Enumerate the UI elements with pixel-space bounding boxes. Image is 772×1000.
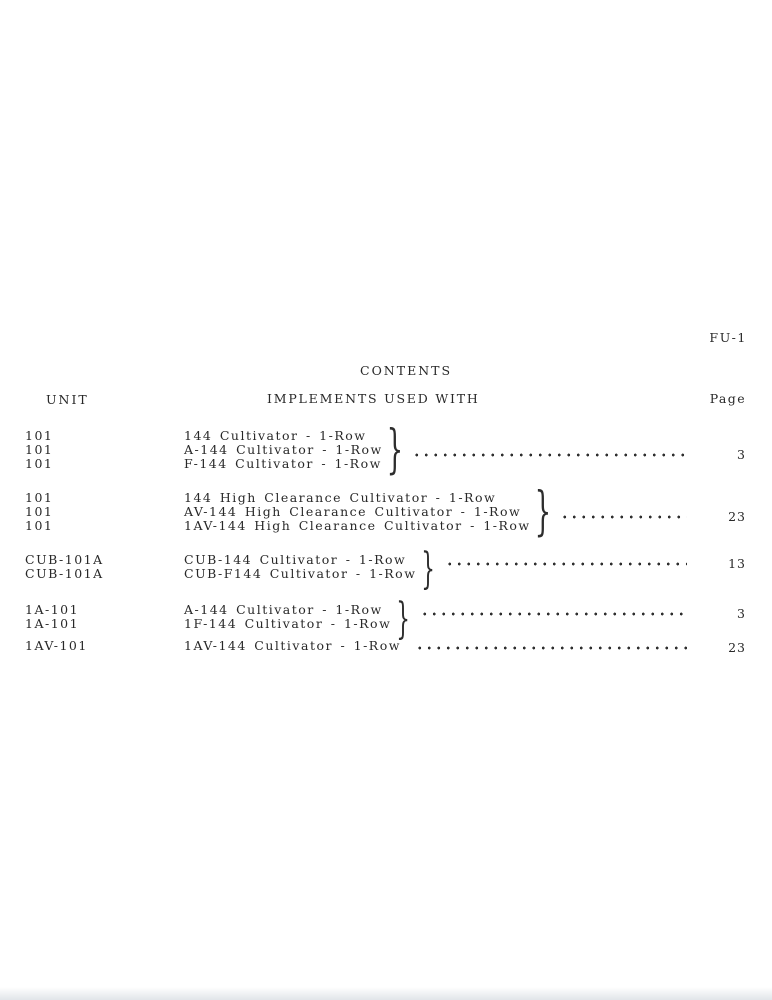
contents-group [25,544,746,594]
column-header-page: Page [709,391,746,406]
contents-row [25,603,396,617]
grouping-brace-icon: } [421,544,437,594]
group-rows [25,553,421,580]
contents-row [25,443,388,457]
contents-row [25,639,406,653]
contents-group [25,420,746,480]
unit-cell: CUB-101A [25,551,104,567]
implement-cell: 144 High Clearance Cultivator - 1-Row [184,490,497,506]
implement-cell: 1AV-144 Cultivator - 1-Row [184,638,401,653]
grouping-brace-icon: } [534,482,552,542]
group-rows [25,429,388,470]
page-number: 13 [728,555,746,571]
page-number: 23 [728,640,746,655]
dot-leader [420,608,687,620]
grouping-brace-icon: } [386,420,404,480]
contents-row [25,457,388,471]
dot-leader [445,558,687,570]
dot-leader [412,449,687,461]
group-rows [25,491,536,532]
unit-cell: 1A-101 [25,615,80,631]
implement-cell: F-144 Cultivator - 1-Row [184,455,382,471]
dot-leader [560,511,687,523]
implement-cell: A-144 Cultivator - 1-Row [184,442,383,458]
page-number: 23 [728,509,746,525]
implement-cell: A-144 Cultivator - 1-Row [184,601,383,617]
unit-cell: 101 [25,504,54,520]
unit-cell: 101 [25,490,54,506]
dot-leader [415,642,687,654]
page-number: 3 [737,447,746,463]
implement-cell: CUB-F144 Cultivator - 1-Row [184,565,417,581]
column-header-unit: UNIT [46,392,89,407]
contents-row [25,567,421,581]
unit-cell: 101 [25,442,54,458]
unit-cell: 101 [25,455,54,471]
unit-cell: 101 [25,517,54,533]
column-header-implements: IMPLEMENTS USED WITH [267,391,480,406]
group-rows [25,639,406,653]
unit-cell: 1A-101 [25,601,80,617]
page-bottom-edge [0,987,772,1000]
page-title: CONTENTS [360,363,453,378]
implement-cell: 144 Cultivator - 1-Row [184,428,367,444]
implement-cell: AV-144 High Clearance Cultivator - 1-Row [184,504,522,520]
unit-cell: CUB-101A [25,565,104,581]
implement-cell: CUB-144 Cultivator - 1-Row [184,551,407,567]
contents-row [25,553,421,567]
contents-row [25,617,396,631]
group-rows [25,603,396,630]
contents-group [25,639,746,653]
implement-cell: 1AV-144 High Clearance Cultivator - 1-Row [184,517,531,533]
doc-code: FU-1 [709,330,747,345]
grouping-brace-icon: } [396,594,412,644]
contents-row [25,491,536,505]
contents-group [25,594,746,644]
contents-row [25,429,388,443]
contents-row [25,505,536,519]
implement-cell: 1F-144 Cultivator - 1-Row [184,615,392,631]
page-number: 3 [737,605,746,621]
contents-row [25,519,536,533]
contents-group [25,482,746,542]
unit-cell: 101 [25,428,54,444]
unit-cell: 1AV-101 [25,638,88,653]
